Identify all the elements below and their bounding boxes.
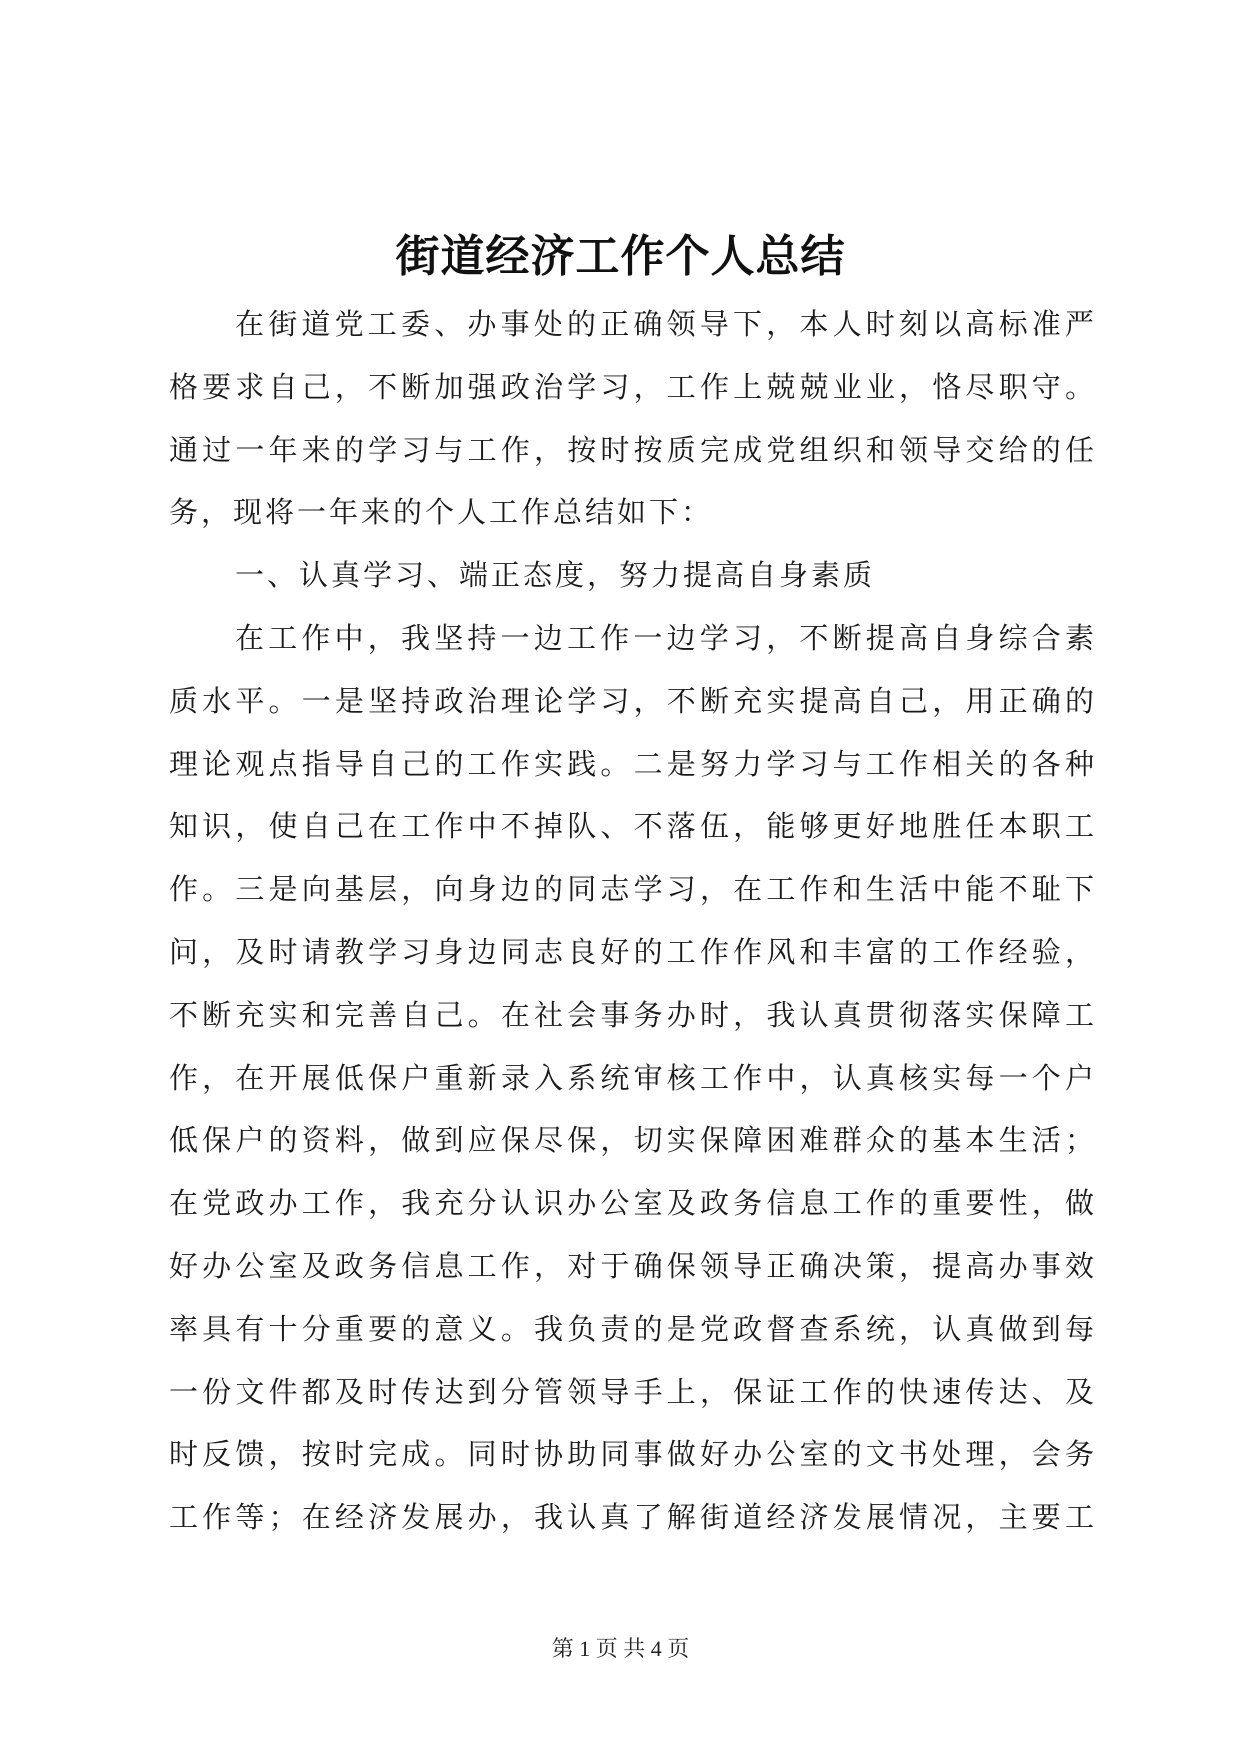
body-line: 作。三是向基层，向身边的同志学习，在工作和生活中能不耻下: [169, 874, 1094, 907]
section-heading: 一、认真学习、端正态度，努力提高自身素质: [235, 560, 876, 593]
page-footer: 第 1 页 共 4 页: [551, 1636, 690, 1661]
body-line: 作，在开展低保户重新录入系统审核工作中，认真核实每一个户: [169, 1062, 1094, 1095]
document-title: 街道经济工作个人总结: [395, 232, 846, 281]
body-line: 在街道党工委、办事处的正确领导下，本人时刻以高标准严: [235, 309, 1094, 341]
document-body: [169, 294, 1094, 1550]
body-line: 在工作中，我坚持一边工作一边学习，不断提高自身综合素: [235, 622, 1094, 655]
body-line: 工作等；在经济发展办，我认真了解街道经济发展情况，主要工: [169, 1502, 1094, 1535]
body-line: 问，及时请教学习身边同志良好的工作作风和丰富的工作经验，: [169, 936, 1094, 969]
body-line: 在党政办工作，我充分认识办公室及政务信息工作的重要性，做: [169, 1188, 1094, 1221]
body-line: 通过一年来的学习与工作，按时按质完成党组织和领导交给的任: [169, 434, 1094, 467]
body-line: 务，现将一年来的个人工作总结如下：: [169, 497, 714, 530]
body-line: 不断充实和完善自己。在社会事务办时，我认真贯彻落实保障工: [169, 999, 1094, 1032]
body-line: 格要求自己，不断加强政治学习，工作上兢兢业业，恪尽职守。: [169, 371, 1094, 404]
body-line: 质水平。一是坚持政治理论学习，不断充实提高自己，用正确的: [169, 685, 1094, 718]
body-line: 低保户的资料，做到应保尽保，切实保障困难群众的基本生活；: [169, 1125, 1094, 1158]
body-line: 率具有十分重要的意义。我负责的是党政督查系统，认真做到每: [169, 1313, 1094, 1346]
body-line: 一份文件都及时传达到分管领导手上，保证工作的快速传达、及: [169, 1376, 1094, 1409]
body-line: 好办公室及政务信息工作，对于确保领导正确决策，提高办事效: [169, 1250, 1094, 1283]
body-line: 理论观点指导自己的工作实践。二是努力学习与工作相关的各种: [169, 748, 1094, 781]
body-line: 时反馈，按时完成。同时协助同事做好办公室的文书处理，会务: [169, 1439, 1094, 1472]
body-line: 知识，使自己在工作中不掉队、不落伍，能够更好地胜任本职工: [169, 811, 1094, 844]
